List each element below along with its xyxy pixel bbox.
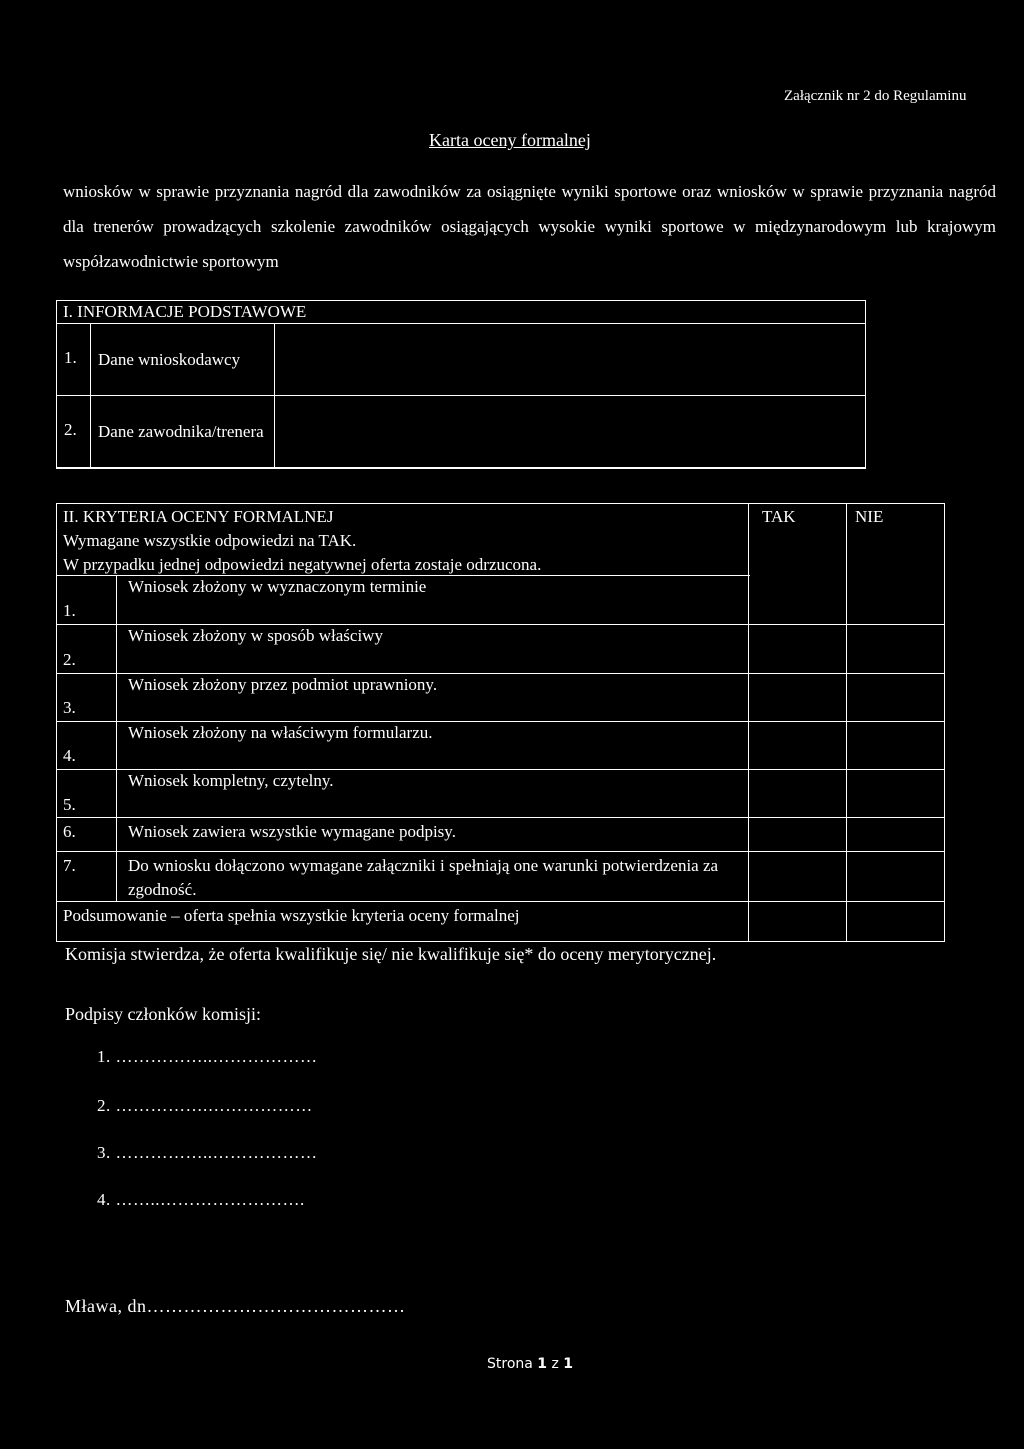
- row-number: 2.: [64, 420, 77, 439]
- criterion-no-cell[interactable]: [848, 819, 943, 850]
- summary-yes-cell[interactable]: [750, 903, 845, 940]
- document-title: Karta oceny formalnej: [429, 130, 591, 150]
- section-1-title: I. INFORMACJE PODSTAWOWE: [63, 302, 307, 321]
- criterion-no-cell[interactable]: [848, 675, 943, 720]
- criterion-yes-cell[interactable]: [750, 626, 845, 672]
- page-of-label: z: [547, 1356, 564, 1372]
- total-pages: 1: [563, 1356, 574, 1372]
- annex-label: Załącznik nr 2 do Regulaminu: [784, 88, 967, 104]
- signature-line: 2. …………….………………: [97, 1096, 313, 1115]
- page-label: Strona: [487, 1356, 538, 1372]
- criterion-no-cell[interactable]: [848, 853, 943, 900]
- current-page: 1: [537, 1356, 548, 1372]
- place-and-date: Mława, dn……………………………………: [65, 1296, 406, 1316]
- criterion-number: 7.: [63, 856, 76, 875]
- column-header-no: NIE: [855, 507, 884, 526]
- signatures-label: Podpisy członków komisji:: [65, 1004, 262, 1024]
- criterion-text: Wniosek złożony na właściwym formularzu.: [128, 723, 433, 742]
- criterion-number: 4.: [63, 746, 76, 765]
- criterion-yes-cell[interactable]: [750, 675, 845, 720]
- criterion-text: Wniosek złożony w sposób właściwy: [128, 626, 383, 645]
- criterion-yes-cell[interactable]: [750, 577, 845, 623]
- criterion-text: Wniosek kompletny, czytelny.: [128, 771, 334, 790]
- intro-paragraph: wniosków w sprawie przyznania nagród dla zawodników za osiągnięte wyniki sportowe oraz wniosków w sprawie przyznania nagród dla trenerów prowadzących szkolenie zawodników osiągających wysokie wyniki sportowe w międzynarodowym lub krajowym współzawodnictwie sportowym: [63, 182, 996, 271]
- criterion-no-cell[interactable]: [848, 723, 943, 768]
- signature-line: 1. ……………..………………: [97, 1047, 318, 1066]
- criterion-number: 5.: [63, 795, 76, 814]
- criterion-number: 2.: [63, 650, 76, 669]
- criterion-no-cell[interactable]: [848, 577, 943, 623]
- criterion-number: 1.: [63, 601, 76, 620]
- summary-no-cell[interactable]: [848, 903, 943, 940]
- criterion-number: 6.: [63, 822, 76, 841]
- signature-line: 4. ……..…………………….: [97, 1190, 305, 1209]
- criterion-yes-cell[interactable]: [750, 819, 845, 850]
- row-number: 1.: [64, 348, 77, 367]
- page-footer: [487, 1356, 573, 1372]
- criterion-text: Do wniosku dołączono wymagane załączniki i spełniają one warunki potwierdzenia za zgodność.: [128, 856, 719, 899]
- signature-line: 3. ……………..………………: [97, 1143, 318, 1162]
- criterion-text: Wniosek złożony przez podmiot uprawniony.: [128, 675, 438, 694]
- criterion-no-cell[interactable]: [848, 771, 943, 816]
- criterion-yes-cell[interactable]: [750, 853, 845, 900]
- section-2-requirement: Wymagane wszystkie odpowiedzi na TAK.: [63, 531, 357, 550]
- criterion-yes-cell[interactable]: [750, 771, 845, 816]
- applicant-data-label: Dane wnioskodawcy: [98, 350, 241, 369]
- criterion-yes-cell[interactable]: [750, 723, 845, 768]
- commission-conclusion: Komisja stwierdza, że oferta kwalifikuje się/ nie kwalifikuje się* do oceny merytorycznej.: [65, 944, 717, 964]
- criterion-no-cell[interactable]: [848, 626, 943, 672]
- criterion-text: Wniosek złożony w wyznaczonym terminie: [128, 577, 427, 596]
- column-header-yes: TAK: [762, 507, 796, 526]
- athlete-trainer-data-label: Dane zawodnika/trenera: [98, 422, 264, 441]
- section-2-title: II. KRYTERIA OCENY FORMALNEJ: [63, 507, 334, 526]
- summary-text: Podsumowanie – oferta spełnia wszystkie kryteria oceny formalnej: [63, 906, 520, 925]
- criterion-number: 3.: [63, 698, 76, 717]
- criterion-text: Wniosek zawiera wszystkie wymagane podpisy.: [128, 822, 456, 841]
- section-2-rejection-note: W przypadku jednej odpowiedzi negatywnej oferta zostaje odrzucona.: [63, 555, 542, 574]
